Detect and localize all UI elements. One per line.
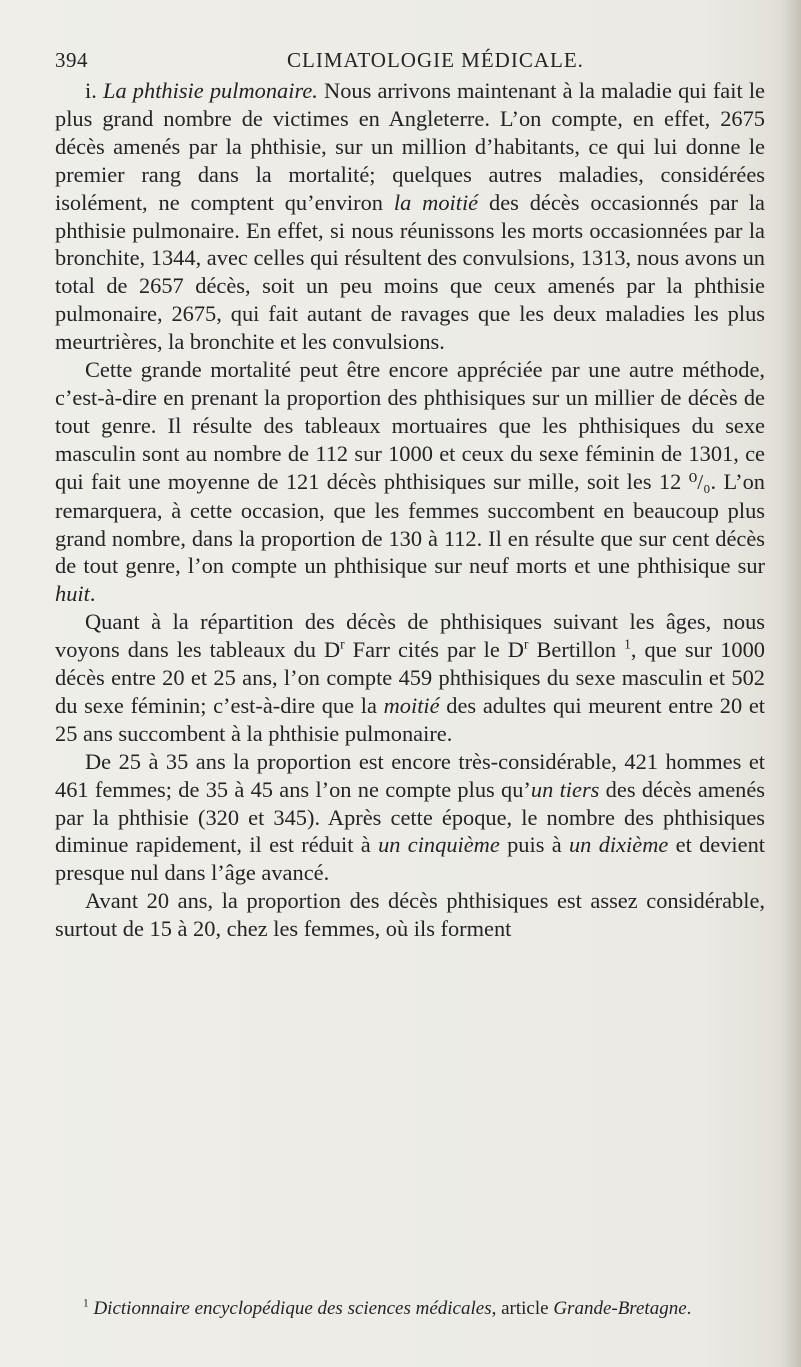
footnote	[55, 1295, 765, 1323]
text-run: Quant à la répartition des décès de phthisiques suivant les âges, nous voyons dans les tableaux du D	[55, 609, 765, 663]
text-run: , article	[491, 1298, 554, 1319]
footnote-marker[interactable]: 1	[624, 636, 631, 652]
page-edge-shadow	[783, 0, 801, 1367]
text-run: Nous arrivons maintenant à la maladie qui fait le plus grand nombre de victimes en Angleterre. L’on compte, en effet, 2675 décès amenés par la phthisie, sur un million d’habitants, ce qui lui donne le premier rang dans la mortalité; quelques autres maladies, considérées isolément, ne comptent qu’environ	[55, 78, 765, 215]
paragraph	[55, 748, 765, 888]
emphasis: huit	[55, 581, 90, 607]
paragraph	[55, 608, 765, 748]
text-run: des adultes qui meurent entre 20 et 25 ans succombent à la phthisie pulmonaire.	[55, 692, 765, 746]
paragraph	[55, 356, 765, 608]
page-number: 394	[55, 48, 88, 72]
running-title: CLIMATOLOGIE MÉDICALE.	[287, 48, 584, 72]
paragraph	[55, 887, 765, 943]
text-run: Bertillon	[528, 637, 625, 663]
text-run: et devient presque nul dans l’âge avancé.	[55, 832, 766, 886]
footnote-number: 1	[83, 1297, 89, 1310]
text-run: des décès occasionnés par la phthisie pulmonaire. En effet, si nous réunissons les morts occasionnées par la bronchite, 1344, avec celles qui résultent des convulsions, 1313, nous avons un total de 2657 décès, soit un peu moins que ceux amenés par la phthisie pulmonaire, 2675, qui fait autant de ravages que les deux maladies les plus meurtrières, la bronchite et les convulsions.	[55, 189, 765, 355]
text-run: puis à	[499, 832, 569, 858]
emphasis: un dixième	[568, 832, 669, 858]
superscript: r	[523, 636, 529, 652]
emphasis: moitié	[383, 692, 440, 718]
text-run: , que sur 1000 décès entre 20 et 25 ans, l’on compte 459 phthisiques du sexe masculin et 502 du sexe féminin; c’est-à-dire que la	[55, 637, 765, 718]
text-run: . L’on remarquera, à cette occasion, que les femmes succombent en beaucoup plus grand nombre, dans la proportion de 130 à 112. Il en résulte que sur cent décès de tout genre, l’on compte un phthisique sur neuf morts et une phthisique sur	[55, 468, 765, 579]
page-header	[55, 48, 755, 78]
text-run: des décès amenés par la phthisie (320 et 345). Après cette époque, le nombre des phthisiques diminue rapidement, il est réduit à	[55, 776, 765, 858]
text-run: De 25 à 35 ans la proportion est encore très-considérable, 421 hommes et 461 femmes; de 35 à 45 ans l’on ne compte plus qu’	[55, 748, 765, 802]
text-run: .	[89, 581, 96, 607]
text-run: Avant 20 ans, la proportion des décès phthisiques est assez considérable, surtout de 15 à 20, chez les femmes, où ils forment	[55, 888, 765, 942]
text-run: Farr cités par le D	[344, 637, 524, 663]
percent-sign: ⁰/₀	[688, 469, 711, 494]
text-run: .	[686, 1298, 692, 1319]
footnote-article: Grande-Bretagne	[553, 1298, 687, 1319]
emphasis: un cinquième	[378, 832, 500, 858]
emphasis: la moitié	[393, 189, 479, 215]
superscript: r	[340, 636, 345, 652]
emphasis: un tiers	[530, 776, 600, 802]
paragraph	[55, 77, 765, 356]
section-number: i.	[85, 78, 97, 103]
footnote-source-title: Dictionnaire encyclopédique des sciences médicales	[93, 1298, 492, 1319]
body-text	[55, 77, 765, 943]
section-title: La phthisie pulmonaire.	[103, 78, 318, 103]
text-run: Cette grande mortalité peut être encore appréciée par une autre méthode, c’est-à-dire en prenant la proportion des phthisiques sur un millier de décès de tout genre. Il résulte des tableaux mortuaires que les phthisiques du sexe masculin sont au nombre de 112 sur 1000 et ceux du sexe féminin de 1301, ce qui fait une moyenne de 121 décès phthisiques sur mille, soit les 12	[55, 357, 765, 494]
